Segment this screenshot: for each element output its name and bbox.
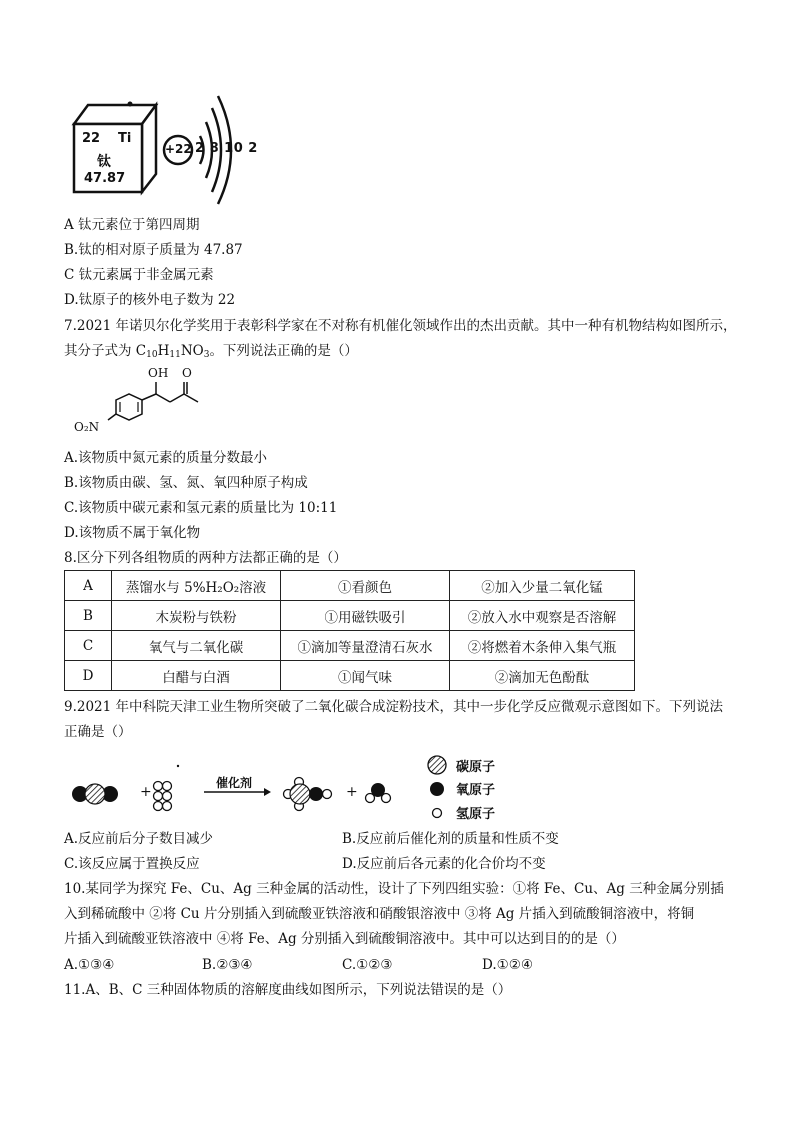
method-1: ①滴加等量澄清石灰水 xyxy=(281,631,450,661)
table-row xyxy=(65,631,635,661)
substance-pair: 白醋与白酒 xyxy=(112,661,281,691)
q9-option-b: B.反应前后催化剂的质量和性质不变 xyxy=(342,831,559,847)
q7-option-c: C.该物质中碳元素和氢元素的质量比为 10:11 xyxy=(64,500,338,516)
carbonyl-label: O xyxy=(182,366,192,380)
q9-stem-line1: 9.2021 年中科院天津工业生物所突破了二氧化碳合成淀粉技术，其中一步化学反应微观示意图如下。下列说法 xyxy=(64,699,724,715)
method-2: ②放入水中观察是否溶解 xyxy=(450,601,635,631)
q10-option-b: B.②③④ xyxy=(202,957,253,973)
q7-option-a: A.该物质中氮元素的质量分数最小 xyxy=(64,450,268,466)
q9-stem-line2: 正确是（） xyxy=(64,724,132,740)
q10-line1: 10.某同学为探究 Fe、Cu、Ag 三种金属的活动性，设计了下列四组实验：①将 Fe、Cu、Ag 三种金属分别插 xyxy=(64,881,724,897)
legend-label: 碳原子 xyxy=(456,759,496,775)
q10-line3: 片插入到硫酸亚铁溶液中 ④将 Fe、Ag 分别插入到硫酸铜溶液中。其中可以达到目的的是（） xyxy=(64,931,625,947)
q9-option-a: A.反应前后分子数目减少 xyxy=(64,831,214,847)
legend-label: 氧原子 xyxy=(456,783,496,798)
element-name: 钛 xyxy=(97,154,111,170)
table-row xyxy=(65,571,635,601)
row-key: B xyxy=(65,601,112,631)
row-key: A xyxy=(65,571,112,601)
q10-option-d: D.①②④ xyxy=(482,957,533,973)
q6-option-b: B.钛的相对原子质量为 47.87 xyxy=(64,242,243,258)
atomic-number: 22 xyxy=(82,131,101,146)
legend-label: 氢原子 xyxy=(456,807,496,822)
q10-line2: 入到稀硫酸中 ②将 Cu 片分别插入到硫酸亚铁溶液和硝酸银溶液中 ③将 Ag 片插入到硫酸铜溶液中，将铜 xyxy=(64,906,695,922)
q8-stem: 8.区分下列各组物质的两种方法都正确的是（） xyxy=(64,550,347,566)
legend-hydrogen xyxy=(431,803,495,822)
method-1: ①用磁铁吸引 xyxy=(281,601,450,631)
substance-pair: 蒸馏水与 5%H₂O₂溶液 xyxy=(112,571,281,601)
substance-pair: 木炭粉与铁粉 xyxy=(112,601,281,631)
q9-option-c: C.该反应属于置换反应 xyxy=(64,856,200,872)
catalyst-label: 催化剂 xyxy=(216,776,253,790)
q10-option-a: A.①③④ xyxy=(64,957,115,973)
q7-option-d: D.该物质不属于氧化物 xyxy=(64,525,201,541)
method-2: ②加入少量二氧化锰 xyxy=(450,571,635,601)
method-2: ②滴加无色酚酞 xyxy=(450,661,635,691)
legend-carbon xyxy=(426,754,495,776)
nucleus-charge: +22 xyxy=(165,142,192,156)
method-2: ②将燃着木条伸入集气瓶 xyxy=(450,631,635,661)
carbon-atom-icon xyxy=(426,754,448,776)
shell-electrons: 2 8 10 2 xyxy=(195,141,258,156)
q7-option-b: B.该物质由碳、氢、氮、氧四种原子构成 xyxy=(64,475,308,491)
q6-option-c: C 钛元素属于非金属元素 xyxy=(64,267,214,283)
q7-stem-line2: 其分子式为 $C_{10}H_{11}NO_3$。下列说法正确的是（） xyxy=(64,343,358,360)
atomic-mass: 47.87 xyxy=(84,171,126,186)
q7-stem-line1: 7.2021 年诺贝尔化学奖用于表彰科学家在不对称有机催化领域作出的杰出贡献。其中一种有机物结构如图所示， xyxy=(64,318,737,334)
method-1: ①看颜色 xyxy=(281,571,450,601)
row-key: D xyxy=(65,661,112,691)
hydroxyl-label: OH xyxy=(148,366,169,380)
table-row xyxy=(65,601,635,631)
skeletal-formula xyxy=(96,376,216,436)
row-key: C xyxy=(65,631,112,661)
oxygen-atom-icon xyxy=(429,781,445,797)
element-symbol: Ti xyxy=(118,131,132,146)
legend-oxygen xyxy=(429,779,495,798)
q6-option-d: D.钛原子的核外电子数为 22 xyxy=(64,292,236,308)
substance-pair: 氧气与二氧化碳 xyxy=(112,631,281,661)
hydrogen-atom-icon xyxy=(431,807,443,819)
q11-stem: 11.A、B、C 三种固体物质的溶解度曲线如图所示，下列说法错误的是（） xyxy=(64,982,512,998)
q10-option-c: C.①②③ xyxy=(342,957,393,973)
q6-option-a: A 钛元素位于第四周期 xyxy=(64,217,200,233)
nitro-label: O₂N xyxy=(74,420,100,434)
table-row xyxy=(65,661,635,691)
plus-sign: + xyxy=(140,784,152,800)
q9-option-d: D.反应前后各元素的化合价均不变 xyxy=(342,856,546,872)
method-1: ①闻气味 xyxy=(281,661,450,691)
q8-table xyxy=(64,570,635,691)
plus-sign: + xyxy=(346,784,358,800)
